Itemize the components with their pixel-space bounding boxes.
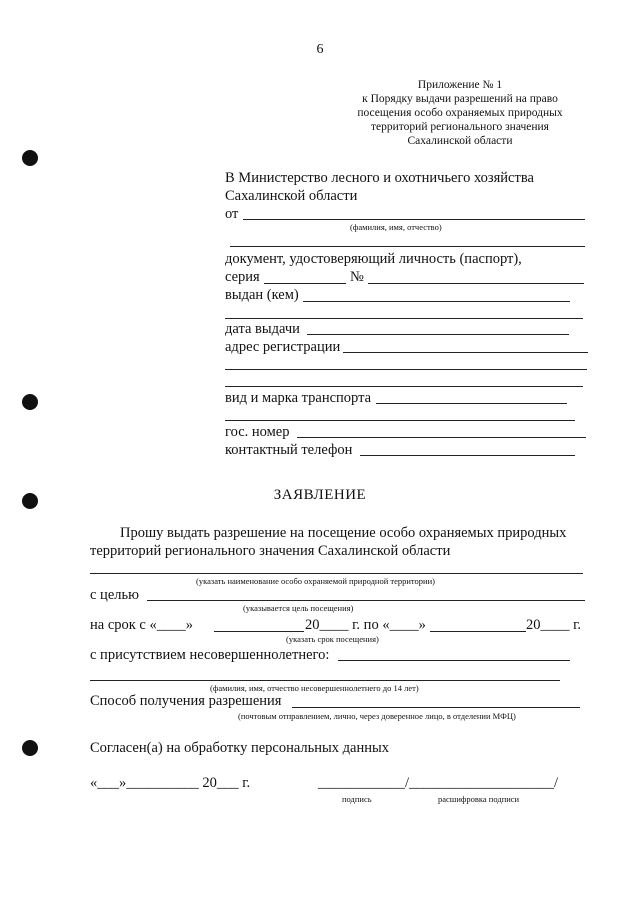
date-line[interactable]: «___»__________ 20___ г. [90, 775, 251, 791]
territory-field[interactable] [90, 573, 583, 574]
document-label: документ, удостоверяющий личность (паспорт), [225, 251, 522, 267]
from-label: от [225, 206, 239, 222]
term-middle: 20____ г. по «____» [305, 617, 426, 633]
signature-line[interactable]: ____________/____________________/ [318, 775, 559, 791]
purpose-field[interactable] [147, 600, 585, 601]
annex-line: к Порядку выдачи разрешений на право [362, 93, 558, 105]
phone-field[interactable] [360, 455, 575, 456]
issued-by-field-line-2[interactable] [225, 318, 583, 319]
annex-line: Приложение № 1 [417, 79, 503, 91]
term-date-from-field[interactable] [214, 631, 304, 632]
punch-hole-4 [22, 740, 38, 756]
minor-field-line-2[interactable] [90, 680, 560, 681]
annex-line: посещения особо охраняемых природных [357, 107, 563, 119]
series-field[interactable] [264, 283, 346, 284]
address-field-line-2[interactable] [225, 369, 587, 370]
address-field-line-3[interactable] [225, 386, 583, 387]
vehicle-field-line-2[interactable] [225, 420, 575, 421]
issued-by-label: выдан (кем) [225, 287, 299, 303]
number-field[interactable] [368, 283, 584, 284]
issue-date-label: дата выдачи [225, 321, 300, 337]
addressee-line-1: В Министерство лесного и охотничьего хозяйства [225, 170, 534, 186]
purpose-caption: (указывается цель посещения) [243, 603, 354, 613]
page-number: 6 [316, 42, 324, 57]
issued-by-field[interactable] [303, 301, 570, 302]
from-caption: (фамилия, имя, отчество) [350, 222, 442, 232]
method-caption: (почтовым отправлением, лично, через доверенное лицо, в отделении МФЦ) [238, 711, 516, 721]
from-field-line-2[interactable] [230, 246, 585, 247]
annex-line: территорий регионального значения [371, 121, 549, 133]
signature-caption: подпись [342, 794, 372, 804]
minor-label: с присутствием несовершеннолетнего: [90, 647, 330, 663]
method-field[interactable] [292, 707, 580, 708]
method-label: Способ получения разрешения [90, 693, 282, 709]
annex-line: Сахалинской области [407, 135, 513, 147]
vehicle-label: вид и марка транспорта [225, 390, 372, 406]
punch-hole-1 [22, 150, 38, 166]
number-label: № [350, 269, 364, 285]
purpose-label: с целью [90, 587, 139, 603]
addressee-line-2: Сахалинской области [225, 188, 358, 204]
from-field[interactable] [243, 219, 585, 220]
annex-header [330, 78, 590, 148]
address-field[interactable] [343, 352, 588, 353]
address-label: адрес регистрации [225, 339, 341, 355]
phone-label: контактный телефон [225, 442, 353, 458]
term-caption: (указать срок посещения) [286, 634, 379, 644]
statement-title: ЗАЯВЛЕНИЕ [273, 487, 367, 503]
issue-date-field[interactable] [307, 334, 569, 335]
term-prefix: на срок с «____» [90, 617, 193, 633]
vehicle-field[interactable] [376, 403, 567, 404]
territory-caption: (указать наименование особо охраняемой природной территории) [196, 576, 435, 586]
punch-hole-2 [22, 394, 38, 410]
consent-text: Согласен(а) на обработку персональных данных [90, 740, 389, 756]
request-line-1: Прошу выдать разрешение на посещение особо охраняемых природных [120, 525, 567, 541]
request-line-2: территорий регионального значения Сахалинской области [90, 543, 451, 559]
minor-field[interactable] [338, 660, 570, 661]
term-suffix: 20____ г. [526, 617, 582, 633]
term-date-to-field[interactable] [430, 631, 526, 632]
decode-caption: расшифровка подписи [438, 794, 520, 804]
plate-label: гос. номер [225, 424, 290, 440]
series-label: серия [225, 269, 260, 285]
minor-caption: (фамилия, имя, отчество несовершеннолетнего до 14 лет) [210, 683, 419, 693]
plate-field[interactable] [297, 437, 586, 438]
